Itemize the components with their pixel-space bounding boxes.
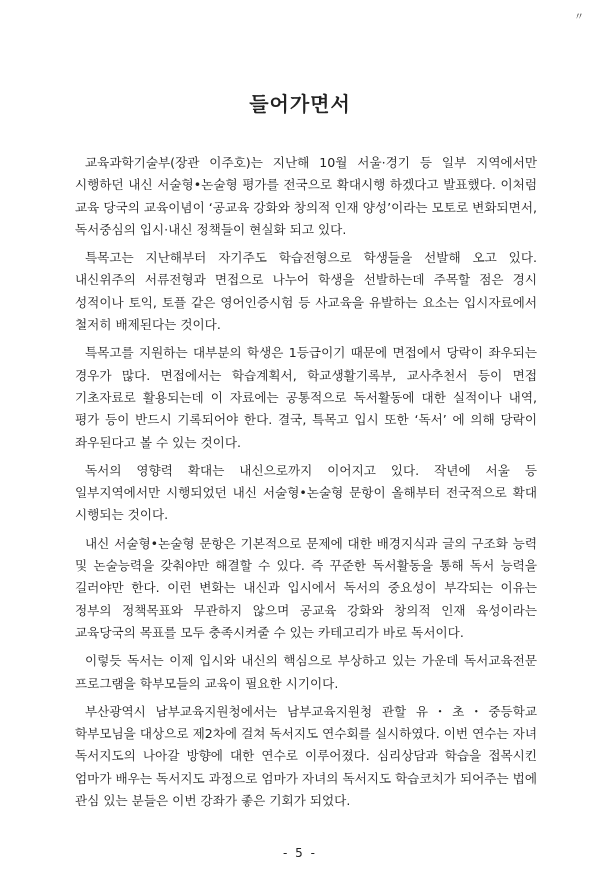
paragraph: 교육과학기술부(장관 이주호)는 지난해 10월 서울·경기 등 일부 지역에서만 시행하던 내신 서술형•논술형 평가를 전국으로 확대시행 하겠다고 발표했다. 이처럼 교육 당국의 교육이념이 ‘공교육 강화와 창의적 인재 양성’이라는 모토로 변화되면서, 독서중심의 입시·내신 정책들이 현실화 되고 있다. xyxy=(75,155,537,237)
paragraph: 부산광역시 남부교육지원청에서는 남부교육지원청 관할 유・초・중등학교 학부모님을 대상으로 제2차에 걸쳐 독서지도 연수회를 실시하였다. 이번 연수는 자녀 독서지도의 나아갈 방향에 대한 연수로 이루어졌다. 심리상담과 학습을 접목시킨 엄마가 배우는 독서지도 과정으로 엄마가 자녀의 독서지도 학습코치가 되어주는 법에 관심 있는 분들은 이번 강좌가 좋은 기회가 되었다. xyxy=(75,703,537,809)
paragraph: 독서의 영향력 확대는 내신으로까지 이어지고 있다. 작년에 서울 등 일부지역에서만 시행되었던 내신 서술형•논술형 문항이 올해부터 전국적으로 확대 시행되는 것이다. xyxy=(75,462,537,523)
page-number: - 5 - xyxy=(283,846,317,860)
corner-mark: 〃 xyxy=(574,12,584,23)
paragraph: 이렇듯 독서는 이제 입시와 내신의 핵심으로 부상하고 있는 가운데 독서교육전문 프로그램을 학부모들의 교육이 필요한 시기이다. xyxy=(75,653,537,691)
paragraph: 내신 서술형•논술형 문항은 기본적으로 문제에 대한 배경지식과 글의 구조화 능력 및 논술능력을 갖춰야만 해결할 수 있다. 즉 꾸준한 독서활동을 통해 독서 능력을 길러야만 한다. 이런 변화는 내신과 입시에서 독서의 중요성이 부각되는 이유는 정부의 정책목표와 무관하지 않으며 공교육 강화와 창의적 인재 육성이라는 교육당국의 목표를 모두 충족시켜줄 수 있는 카테고리가 바로 독서이다. xyxy=(75,535,537,640)
paragraph: 특목고를 지원하는 대부분의 학생은 1등급이기 때문에 면접에서 당락이 좌우되는 경우가 많다. 면접에서는 학습계획서, 학교생활기록부, 교사추천서 등이 면접 기초자료로 활용되는데 이 자료에는 공통적으로 독서활동에 대한 실적이나 내역, 평가 등이 반드시 기록되어야 한다. 결국, 특목고 입시 또한 ‘독서’ 에 의해 당락이 좌우된다고 볼 수 있는 것이다. xyxy=(75,345,537,450)
page-title: 들어가면서 xyxy=(249,92,351,116)
body-text xyxy=(75,152,537,818)
paragraph: 특목고는 지난해부터 자기주도 학습전형으로 학생들을 선발해 오고 있다. 내신위주의 서류전형과 면접으로 나누어 학생을 선발하는데 주목할 점은 경시 성적이나 토익, 토플 같은 영어인증시험 등 사교육을 유발하는 요소는 입시자료에서 철저히 배제된다는 것이다. xyxy=(75,250,537,333)
